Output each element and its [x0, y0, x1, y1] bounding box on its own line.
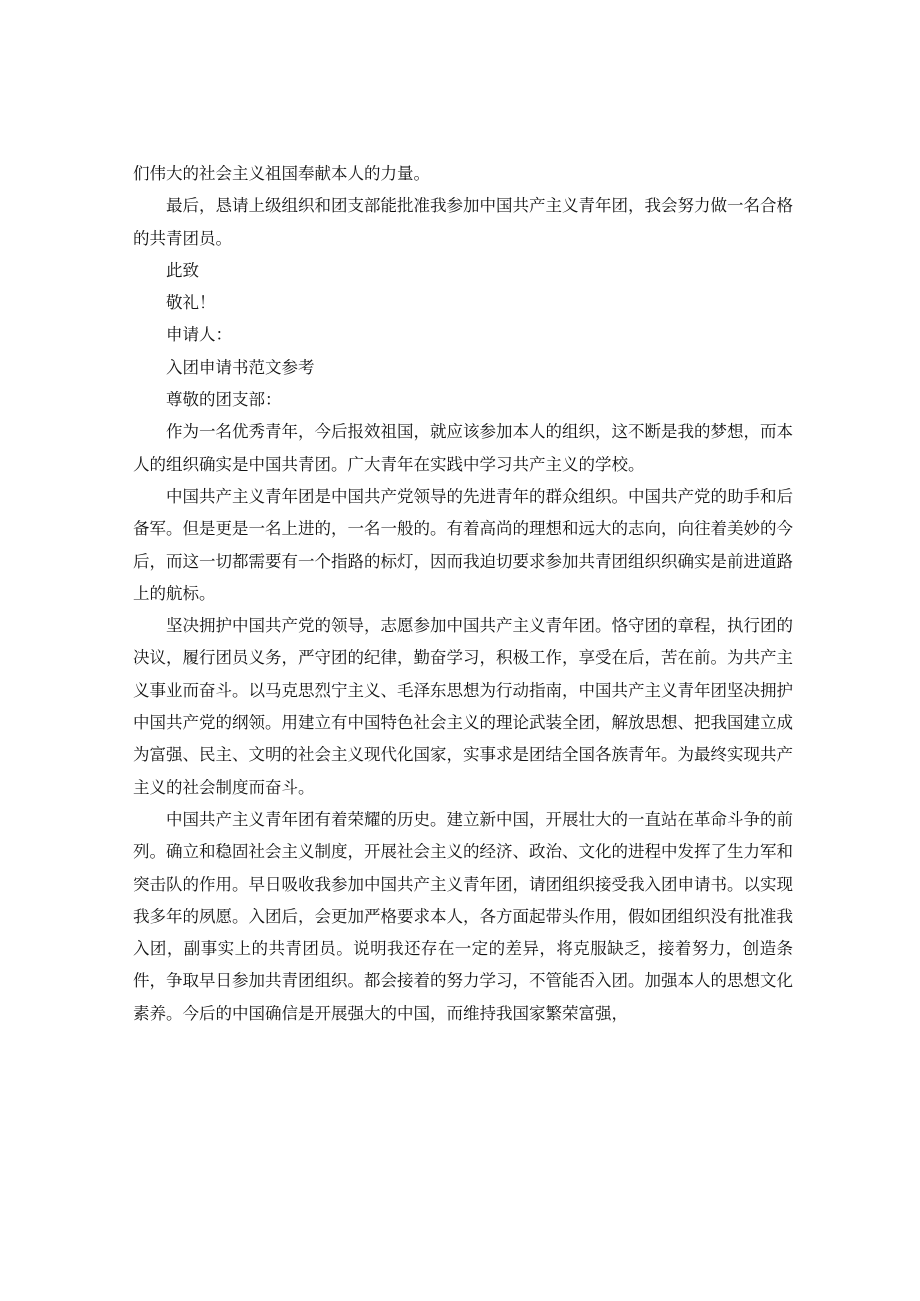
salutation-cizhi: 此致: [166, 260, 199, 280]
section-title: 入团申请书范文参考: [166, 357, 315, 377]
paragraph-closing-request: 最后，恳请上级组织和团支部能批准我参加中国共产主义青年团，我会努力做一名合格的共青团员。: [133, 196, 793, 248]
document-body: [133, 158, 793, 1030]
salutation-jingli: 敬礼！: [166, 293, 216, 313]
paragraph-league-description: 中国共产主义青年团是中国共产党领导的先进青年的群众组织。中国共产党的助手和后备军。但是更是一名上进的，一名一般的。有着高尚的理想和远大的志向，向往着美妙的今后，而这一切都需要有一个指路的标灯，因而我迫切要求参加共青团组织织确实是前进道路上的航标。: [133, 486, 793, 603]
paragraph-history: 中国共产主义青年团有着荣耀的历史。建立新中国，开展壮大的一直站在革命斗争的前列。确立和稳固社会主义制度，开展社会主义的经济、政治、文化的进程中发挥了生力军和突击队的作用。早日吸收我参加中国共产主义青年团，请团组织接受我入团申请书。以实现我多年的夙愿。入团后，会更加严格要求本人，各方面起带头作用，假如团组织没有批准我入团，副事实上的共青团员。说明我还存在一定的差异，将克服缺乏，接着努力，创造条件，争取早日参加共青团组织。都会接着的努力学习，不管能否入团。加强本人的思想文化素养。今后的中国确信是开展强大的中国，而维持我国家繁荣富强，: [133, 809, 793, 1023]
paragraph-commitment: 坚决拥护中国共产党的领导，志愿参加中国共产主义青年团。恪守团的章程，执行团的决议，履行团员义务，严守团的纪律，勤奋学习，积极工作，享受在后，苦在前。为共产主义事业而奋斗。以马克思烈宁主义、毛泽东思想为行动指南，中国共产主义青年团坚决拥护中国共产党的纲领。用建立有中国特色社会主义的理论武装全团，解放思想、把我国建立成为富强、民主、文明的社会主义现代化国家，实事求是团结全国各族青年。为最终实现共产主义的社会制度而奋斗。: [133, 616, 793, 797]
applicant-label: 申请人：: [166, 325, 232, 345]
paragraph-intro: 作为一名优秀青年，今后报效祖国，就应该参加本人的组织，这不断是我的梦想，而本人的组织确实是中国共青团。广大青年在实践中学习共产主义的学校。: [133, 422, 793, 474]
letter-greeting: 尊敬的团支部：: [166, 390, 282, 410]
paragraph-continuation: 们伟大的社会主义祖国奉献本人的力量。: [133, 164, 430, 183]
